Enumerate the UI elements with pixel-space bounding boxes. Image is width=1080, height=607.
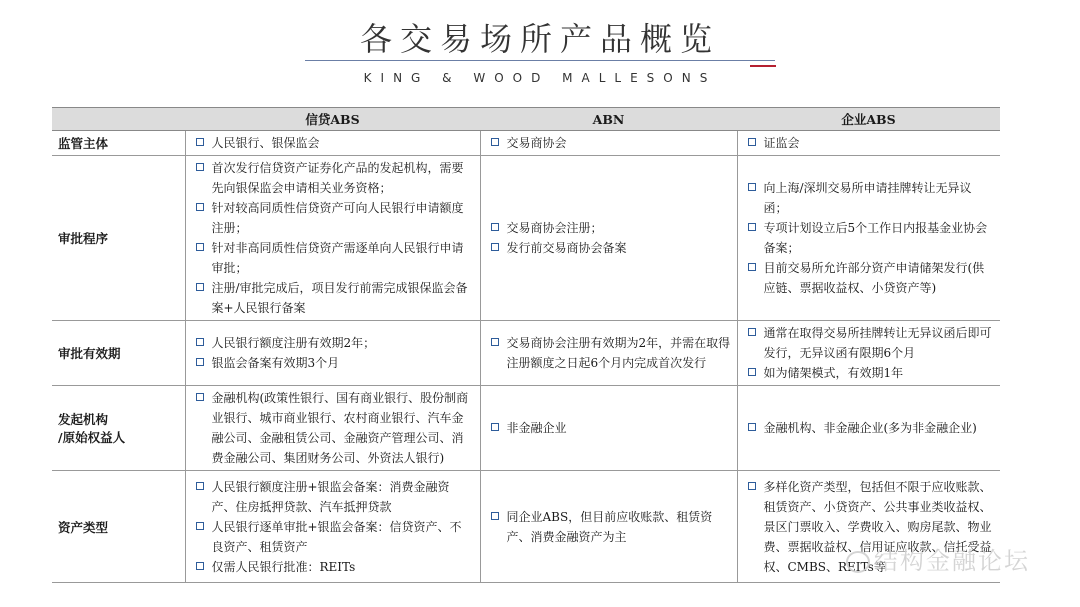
bullet-list bbox=[744, 418, 995, 438]
watermark-text: 结构金融论坛 bbox=[874, 547, 1030, 575]
table-cell bbox=[737, 156, 1000, 321]
column-header-credit-abs: 信贷ABS bbox=[185, 108, 480, 131]
table-cell bbox=[737, 471, 1000, 583]
list-item: 交易商协会注册； bbox=[487, 218, 731, 238]
bullet-list bbox=[487, 218, 731, 258]
list-item: 目前交易所允许部分资产申请储架发行(供应链、票据收益权、小贷资产等) bbox=[744, 258, 995, 298]
table-cell bbox=[480, 386, 737, 471]
list-item: 银监会备案有效期3个月 bbox=[192, 353, 474, 373]
row-label: 监管主体 bbox=[52, 131, 185, 156]
column-header-abn: ABN bbox=[480, 108, 737, 131]
table-cell bbox=[185, 386, 480, 471]
column-header-enterprise-abs: 企业ABS bbox=[737, 108, 1000, 131]
list-item: 金融机构、非金融企业(多为非金融企业) bbox=[744, 418, 995, 438]
bullet-list bbox=[487, 507, 731, 547]
table-row bbox=[52, 321, 1000, 386]
list-item: 针对非高同质性信贷资产需逐单向人民银行申请审批； bbox=[192, 238, 474, 278]
bullet-list bbox=[192, 388, 474, 468]
table-cell bbox=[185, 131, 480, 156]
table-cell bbox=[185, 156, 480, 321]
list-item: 首次发行信贷资产证券化产品的发起机构，需要先向银保监会申请相关业务资格； bbox=[192, 158, 474, 198]
row-label: 审批有效期 bbox=[52, 321, 185, 386]
row-label: 资产类型 bbox=[52, 471, 185, 583]
bullet-list bbox=[192, 133, 474, 153]
bullet-list bbox=[744, 323, 995, 383]
list-item: 人民银行额度注册+银监会备案：消费金融资产、住房抵押贷款、汽车抵押贷款 bbox=[192, 477, 474, 517]
firm-name: KING & WOOD MALLESONS bbox=[363, 71, 717, 85]
column-header-blank bbox=[52, 108, 185, 131]
bullet-list bbox=[192, 333, 474, 373]
table-cell bbox=[737, 321, 1000, 386]
list-item: 发行前交易商协会备案 bbox=[487, 238, 731, 258]
bullet-list bbox=[487, 133, 731, 153]
page-title: 各交易场所产品概览 bbox=[359, 20, 720, 58]
list-item: 证监会 bbox=[744, 133, 995, 153]
table-cell bbox=[480, 321, 737, 386]
list-item: 交易商协会注册有效期为2年，并需在取得注册额度之日起6个月内完成首次发行 bbox=[487, 333, 731, 373]
list-item: 交易商协会 bbox=[487, 133, 731, 153]
list-item: 人民银行、银保监会 bbox=[192, 133, 474, 153]
table-row bbox=[52, 471, 1000, 583]
row-label: 发起机构 /原始权益人 bbox=[52, 386, 185, 471]
accent-divider bbox=[750, 65, 776, 67]
table-row bbox=[52, 131, 1000, 156]
list-item: 通常在取得交易所挂牌转让无异议函后即可发行，无异议函有限期6个月 bbox=[744, 323, 995, 363]
table-cell bbox=[480, 471, 737, 583]
list-item: 仅需人民银行批准：REITs bbox=[192, 557, 474, 577]
table-cell bbox=[185, 471, 480, 583]
list-item: 如为储架模式，有效期1年 bbox=[744, 363, 995, 383]
row-label: 审批程序 bbox=[52, 156, 185, 321]
comparison-table bbox=[52, 107, 1000, 583]
list-item: 专项计划设立后5个工作日内报基金业协会备案； bbox=[744, 218, 995, 258]
list-item: 金融机构(政策性银行、国有商业银行、股份制商业银行、城市商业银行、农村商业银行、汽车金融公司、金融租赁公司、金融资产管理公司、消费金融公司、集团财务公司、外资法人银行) bbox=[192, 388, 474, 468]
bullet-list bbox=[744, 477, 995, 577]
list-item: 人民银行逐单审批+银监会备案：信贷资产、不良资产、租赁资产 bbox=[192, 517, 474, 557]
title-divider bbox=[305, 60, 775, 61]
table-row bbox=[52, 386, 1000, 471]
list-item: 多样化资产类型，包括但不限于应收账款、租赁资产、小贷资产、公共事业类收益权、景区门票收入、学费收入、购房尾款、物业费、票据收益权、信用证应收款、信托受益权、CMBS、REITs等 bbox=[744, 477, 995, 577]
table-cell bbox=[737, 386, 1000, 471]
bullet-list bbox=[744, 178, 995, 298]
bullet-list bbox=[192, 477, 474, 577]
list-item: 人民银行额度注册有效期2年； bbox=[192, 333, 474, 353]
table-cell bbox=[480, 156, 737, 321]
bullet-list bbox=[487, 418, 731, 438]
list-item: 向上海/深圳交易所申请挂牌转让无异议函； bbox=[744, 178, 995, 218]
table-cell bbox=[185, 321, 480, 386]
table-cell bbox=[480, 131, 737, 156]
list-item: 针对较高同质性信贷资产可向人民银行申请额度注册； bbox=[192, 198, 474, 238]
table-cell bbox=[737, 131, 1000, 156]
list-item: 同企业ABS，但目前应收账款、租赁资产、消费金融资产为主 bbox=[487, 507, 731, 547]
table-row bbox=[52, 156, 1000, 321]
bullet-list bbox=[192, 158, 474, 318]
bullet-list bbox=[744, 133, 995, 153]
list-item: 注册/审批完成后，项目发行前需完成银保监会备案+人民银行备案 bbox=[192, 278, 474, 318]
header-row bbox=[52, 108, 1000, 131]
bullet-list bbox=[487, 333, 731, 373]
list-item: 非金融企业 bbox=[487, 418, 731, 438]
